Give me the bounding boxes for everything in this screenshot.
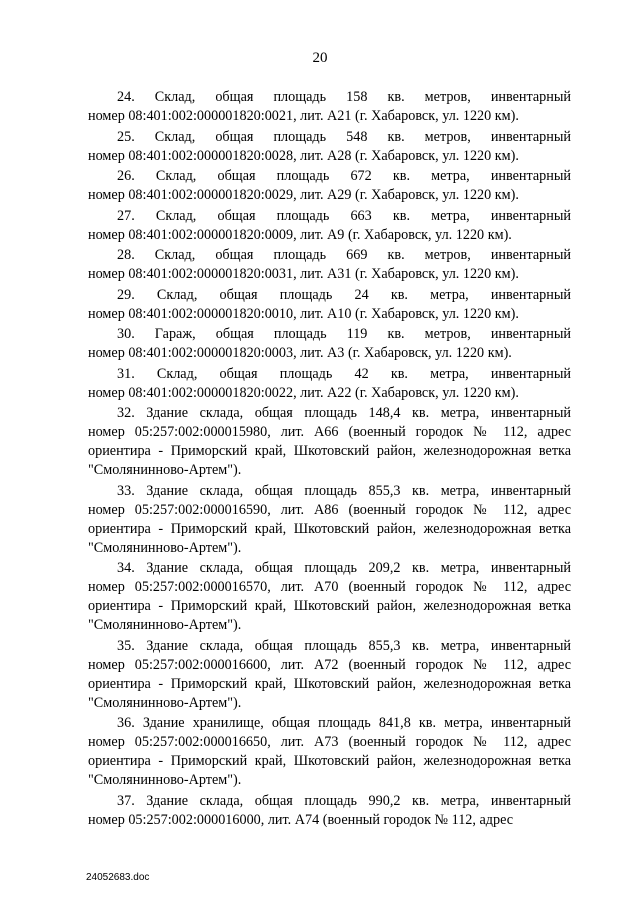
list-item: [88, 365, 571, 403]
item-rest: номер 05:257:002:000016570, лит. А70 (военный городок № 112, адрес ориентира - Приморский край, Шкотовский район, железнодорожная ветка "Смолянинново-Артем").: [88, 579, 571, 633]
list-item: [88, 167, 571, 205]
list-item: [88, 286, 571, 324]
list-item: [88, 714, 571, 790]
item-first-line: 34. Здание склада, общая площадь 209,2 кв. метра, инвентарный: [117, 560, 571, 576]
item-rest: номер 05:257:002:000016000, лит. А74 (военный городок № 112, адрес: [88, 811, 514, 828]
item-first-line: 24. Склад, общая площадь 158 кв. метров, инвентарный: [117, 89, 571, 105]
list-item: [88, 559, 571, 635]
list-item: [88, 482, 571, 558]
item-first-line: 29. Склад, общая площадь 24 кв. метра, инвентарный: [117, 286, 571, 303]
item-first-line: 25. Склад, общая площадь 548 кв. метров, инвентарный: [117, 128, 571, 145]
item-rest: номер 08:401:002:000001820:0031, лит. А31 (г. Хабаровск, ул. 1220 км).: [88, 266, 519, 282]
list-item: [88, 88, 571, 126]
item-first-line: 35. Здание склада, общая площадь 855,3 кв. метра, инвентарный: [117, 637, 571, 654]
item-first-line: 30. Гараж, общая площадь 119 кв. метров, инвентарный: [117, 326, 571, 342]
item-rest: номер 05:257:002:000016590, лит. А86 (военный городок № 112, адрес ориентира - Приморский край, Шкотовский район, железнодорожная ветка "Смолянинново-Артем").: [88, 501, 571, 556]
item-rest: номер 08:401:002:000001820:0010, лит. А10 (г. Хабаровск, ул. 1220 км).: [88, 305, 519, 322]
item-rest: номер 08:401:002:000001820:0021, лит. А21 (г. Хабаровск, ул. 1220 км).: [88, 108, 519, 124]
document-body: [88, 88, 571, 831]
item-first-line: 27. Склад, общая площадь 663 кв. метра, инвентарный: [117, 207, 571, 224]
item-rest: номер 05:257:002:000016600, лит. А72 (военный городок № 112, адрес ориентира - Приморский край, Шкотовский район, железнодорожная ветка "Смолянинново-Артем").: [88, 656, 571, 711]
item-first-line: 36. Здание хранилище, общая площадь 841,8 кв. метра, инвентарный: [117, 715, 571, 731]
list-item: [88, 128, 571, 166]
item-rest: номер 08:401:002:000001820:0003, лит. А3 (г. Хабаровск, ул. 1220 км).: [88, 345, 512, 361]
item-rest: номер 08:401:002:000001820:0022, лит. А22 (г. Хабаровск, ул. 1220 км).: [88, 384, 519, 401]
item-first-line: 28. Склад, общая площадь 669 кв. метров, инвентарный: [117, 247, 571, 263]
item-rest: номер 08:401:002:000001820:0028, лит. А28 (г. Хабаровск, ул. 1220 км).: [88, 147, 519, 164]
list-item: [88, 792, 571, 830]
list-item: [88, 207, 571, 245]
item-first-line: 33. Здание склада, общая площадь 855,3 кв. метра, инвентарный: [117, 482, 571, 499]
item-rest: номер 08:401:002:000001820:0009, лит. А9 (г. Хабаровск, ул. 1220 км).: [88, 226, 512, 243]
item-rest: номер 08:401:002:000001820:0029, лит. А29 (г. Хабаровск, ул. 1220 км).: [88, 187, 519, 203]
list-item: [88, 246, 571, 284]
item-first-line: 31. Склад, общая площадь 42 кв. метра, инвентарный: [117, 365, 571, 382]
list-item: [88, 637, 571, 713]
item-rest: номер 05:257:002:000015980, лит. А66 (военный городок № 112, адрес ориентира - Приморский край, Шкотовский район, железнодорожная ветка "Смолянинново-Артем").: [88, 424, 571, 478]
list-item: [88, 404, 571, 480]
page-number: 20: [312, 50, 328, 66]
list-item: [88, 325, 571, 363]
item-first-line: 37. Здание склада, общая площадь 990,2 кв. метра, инвентарный: [117, 792, 571, 809]
file-name-footer: 24052683.doc: [86, 872, 150, 883]
item-rest: номер 05:257:002:000016650, лит. А73 (военный городок № 112, адрес ориентира - Приморский край, Шкотовский район, железнодорожная ветка "Смолянинново-Артем").: [88, 734, 571, 788]
item-first-line: 32. Здание склада, общая площадь 148,4 кв. метра, инвентарный: [117, 405, 571, 421]
item-first-line: 26. Склад, общая площадь 672 кв. метра, инвентарный: [117, 168, 571, 184]
